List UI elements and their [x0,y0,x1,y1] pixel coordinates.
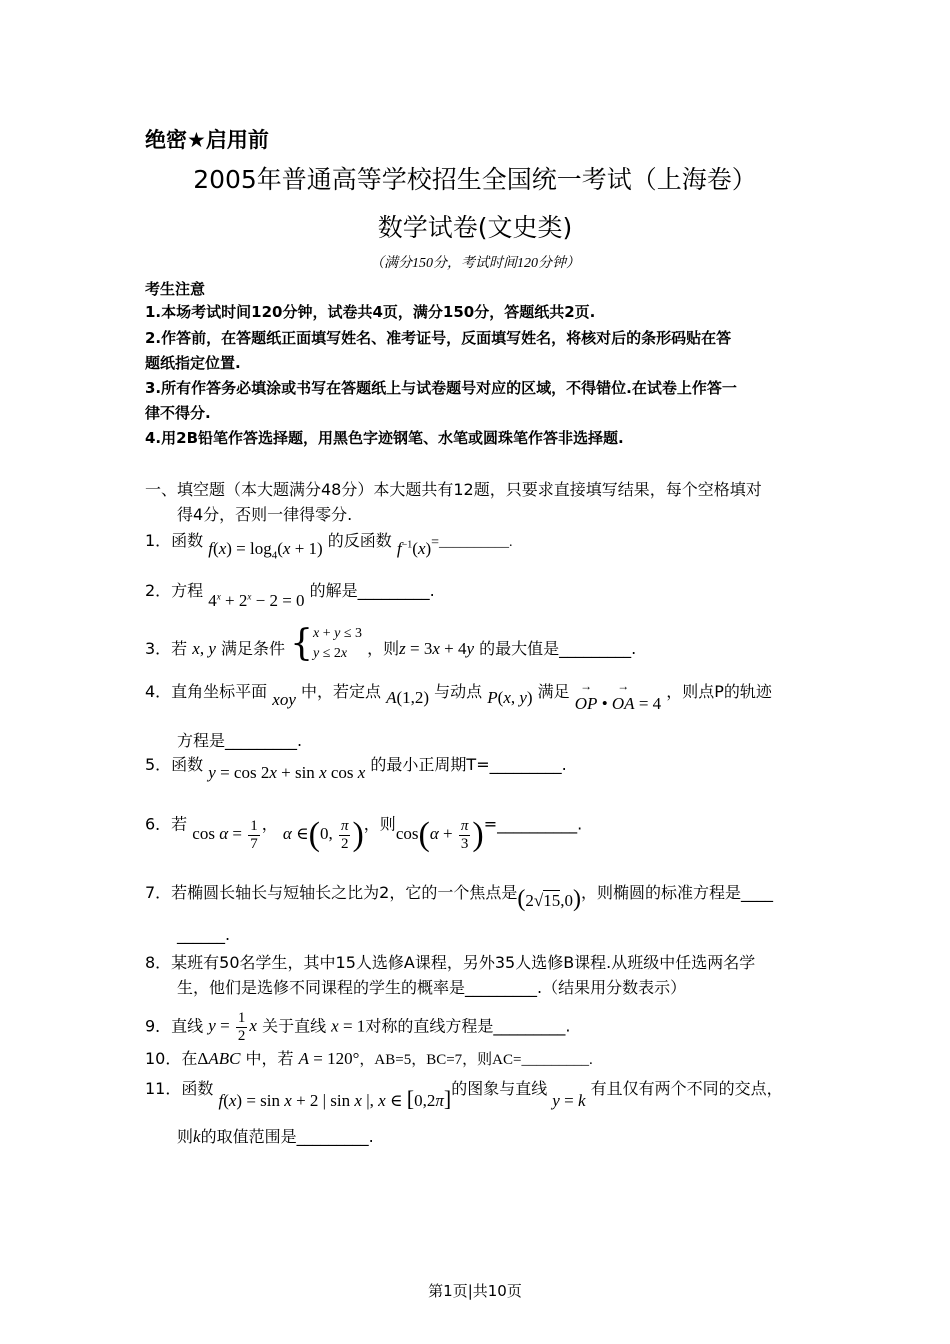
notice-item: 3.所有作答务必填涂或书写在答题纸上与试卷题号对应的区域，不得错位.在试卷上作答一 [145,379,737,397]
q2-label: 2．方程 [145,581,204,600]
q4-point-p: P(x, y) [487,688,533,707]
q1-blank: =__________. [431,535,513,550]
page-footer: 第1页|共10页 [428,1282,522,1300]
question-11 [145,1074,783,1111]
score-note: （满分150分，考试时间120分钟） [370,256,580,271]
q10-angle: A = 120° [298,1049,360,1068]
q2-blank: 的解是_________. [309,581,435,600]
secret-label: 绝密★启用前 [145,128,269,152]
q10-mid: 中，若 [245,1049,294,1068]
question-4 [145,679,772,713]
q3-system: {x + y ≤ 3 y ≤ 2x [290,623,363,664]
section-heading-cont: 得4分，否则一律得零分. [177,505,353,524]
question-10 [145,1046,593,1069]
question-5 [145,752,567,782]
q11-k: k [193,1127,201,1146]
q4-mid2: 与动点 [434,682,483,701]
q2-equation: $4^x + 2^x - 2 = 0$ [208,591,305,610]
question-7 [145,878,773,912]
q10-blank: ，AB=5，BC=7，则AC=_________. [359,1052,593,1068]
q1-label: 1．函数 [145,531,204,550]
q9-blank: 对称的直线方程是_________. [365,1016,571,1036]
q7-answer-line: ______. [177,925,231,944]
q7-label: 7．若椭圆长轴长与短轴长之比为2，它的一个焦点是 [145,883,518,902]
q6-label: 6．若 [145,814,188,834]
question-8-cont: 生，他们是选修不同课程的学生的概率是_________.（结果用分数表示） [177,978,687,997]
question-3: 3．若 x, y 满足条件 {x + y ≤ 3 y ≤ 2x ，则z = 3x + 4y 的最大值是_________. [145,623,637,664]
q3-vars: x [192,639,200,658]
notice-item: 4.用2B铅笔作答选择题，用黑色字迹钢笔、水笔或圆珠笔作答非选择题. [145,429,624,447]
q6-expr: cos(α + $\frac{\pi}{3}$ ) [395,816,484,854]
q4-end: ，则点P的轨迹 [666,682,772,701]
q4-mid1: 中，若定点 [300,682,381,701]
q3-blank: 的最大值是_________. [479,639,637,658]
q3-then: ，则 [367,639,400,658]
q9-mid: 关于直线 [262,1016,327,1036]
q9-label: 9．直线 [145,1016,204,1036]
section-heading: 一、填空题（本大题满分48分）本大题共有12题，只要求直接填写结果，每个空格填对 [145,480,762,499]
q11-blank: 的取值范围是_________. [200,1127,374,1146]
q5-function: y = cos 2x + sin x cos x [208,763,366,782]
q4-mid3: 满足 [537,682,570,701]
q4-answer-line: 方程是_________. [177,731,303,750]
q6-blank: =__________. [483,814,583,834]
q1-inverse: $f^{-1}(x)$ [396,539,432,558]
exam-title: 2005年普通高等学校招生全国统一考试（上海卷） [193,165,757,194]
q6-sep: ， [261,814,278,834]
notice-heading: 考生注意 [145,280,206,298]
exam-subtitle: 数学试卷(文史类) [377,213,573,242]
q4-dot-product: → OP • → OA = 4 [575,694,661,713]
q10-triangle: ΔABC [197,1049,241,1068]
q4-label: 4．直角坐标平面 [145,682,268,701]
q9-line: y = $\frac{1}{2}$ x [208,1010,257,1044]
q1-formula: f [208,539,214,558]
q9-axis: x = 1 [331,1016,366,1036]
question-8: 8．某班有50名学生，其中15人选修A课程，另外35人选修B课程.从班级中任选两名学 [145,953,756,972]
q11-function: f(x) = sin x + 2 | sin x |, x ∈ [0,2π] [218,1086,452,1111]
q3-label: 3．若 [145,639,188,658]
q7-focus: (2√15,0) [517,886,581,912]
q1-mid: 的反函数 [327,531,392,550]
q3-objective: z = 3x + 4y [399,639,475,658]
q11-end: 有且仅有两个不同的交点， [590,1079,783,1098]
q4-point-a: A(1,2) [386,688,430,707]
q6-then: ，则 [363,814,396,834]
q10-label: 10．在 [145,1049,198,1068]
notice-item: 1.本场考试时间120分钟，试卷共4页，满分150分，答题纸共2页. [145,303,596,321]
notice-item: 题纸指定位置. [145,354,241,372]
q11-then: 则 [177,1127,194,1146]
notice-item: 律不得分. [145,404,211,422]
q11-label: 11．函数 [145,1079,214,1098]
q4-plane: xoy [272,690,296,709]
question-11-cont [177,1124,374,1147]
q11-mid: 的图象与直线 [451,1079,548,1098]
q6-cos-alpha: cos α = $\frac{1}{7}$ [192,818,258,852]
question-6 [145,808,582,862]
question-2 [145,578,435,610]
q6-interval: α ∈(0, $\frac{\pi}{2}$ ) [282,816,364,854]
q5-label: 5．函数 [145,755,204,774]
q3-cond: 满足条件 [220,639,285,658]
notice-item: 2.作答前，在答题纸正面填写姓名、准考证号，反面填写姓名，将核对后的条形码贴在答 [145,329,732,347]
q11-line: y = k [552,1091,586,1110]
question-1: 1．函数 $f(x) = \log_4(x + 1)$ 的反函数 $f^{-1}(x)=\_\_\_\_\_\_\_\_\_\_$. [145,531,513,562]
q5-blank: 的最小正周期T=_________. [370,755,567,774]
q7-end: ，则椭圆的标准方程是____ [580,883,773,902]
